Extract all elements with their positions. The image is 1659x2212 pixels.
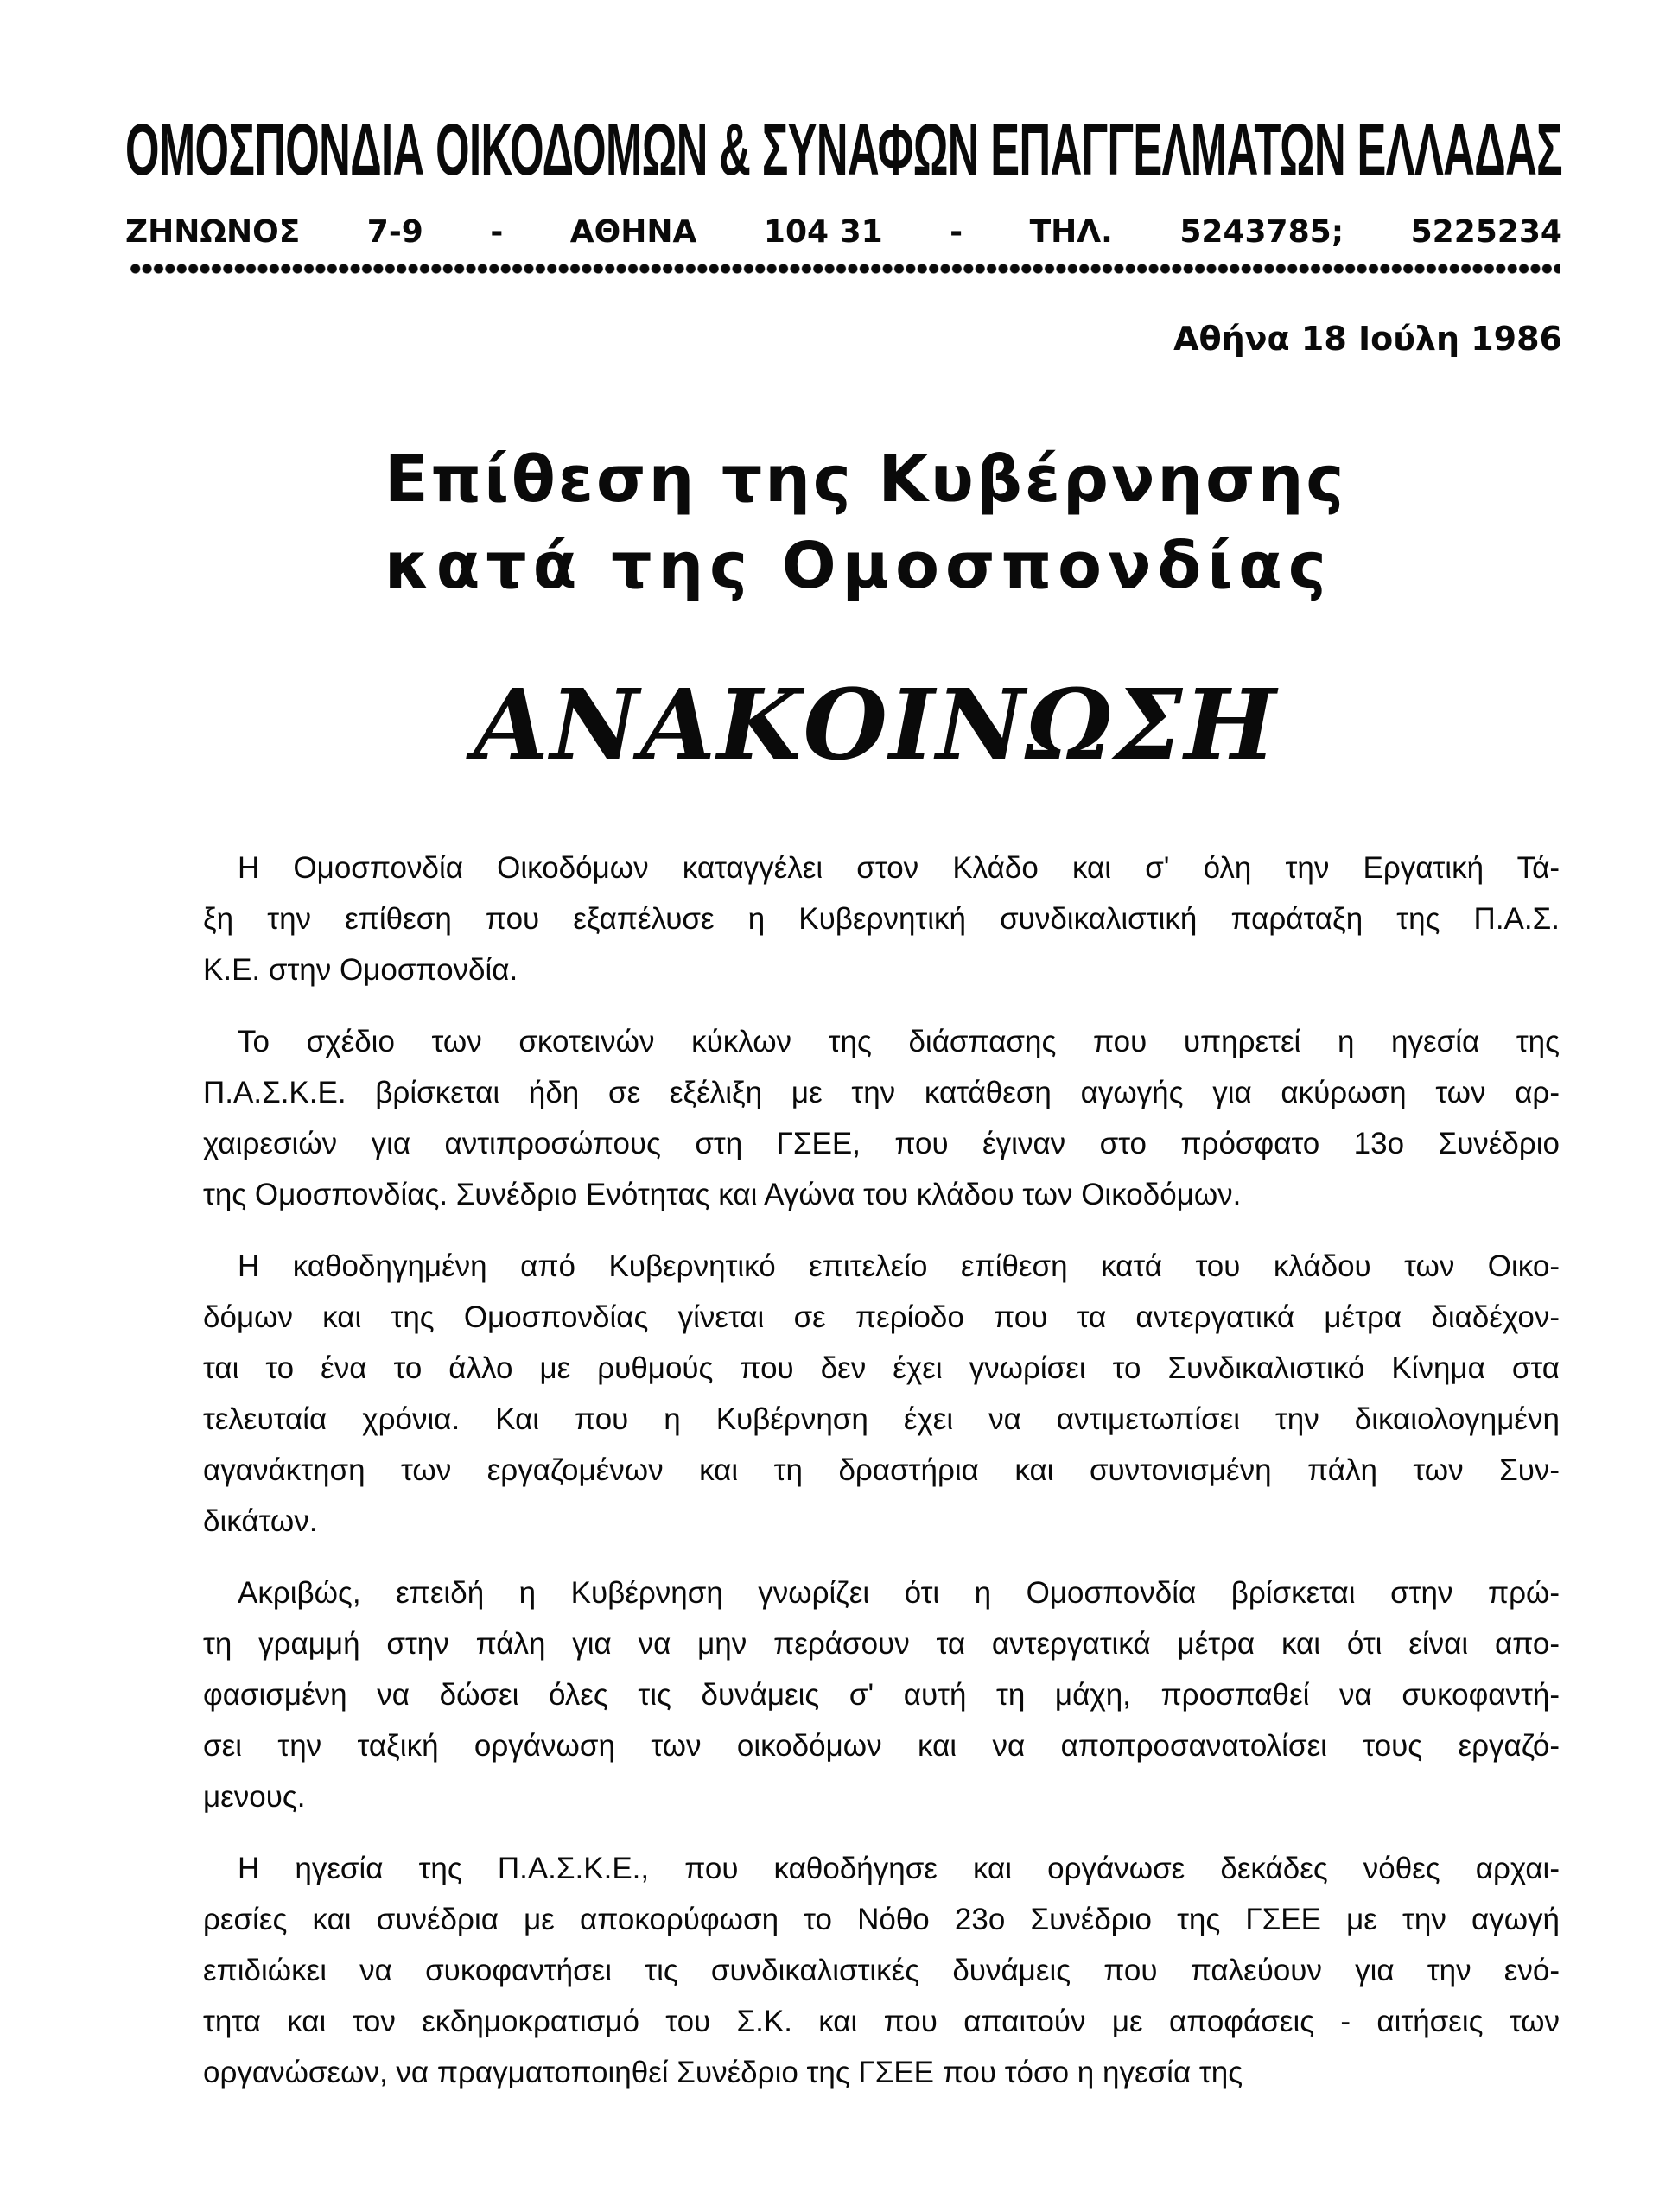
text-line: Ακριβώς, επειδή η Κυβέρνηση γνωρίζει ότι η Ομοσπονδία βρίσκεται στην πρώ- xyxy=(238,1576,1560,1610)
address-number: 7-9 xyxy=(366,214,423,250)
address-separator: - xyxy=(490,214,504,250)
text-line: τητα και τον εκδημοκρατισμό του Σ.Κ. και που απαιτούν με αποφάσεις - αιτήσεις των xyxy=(203,2005,1560,2038)
text-line: δικάτων. xyxy=(203,1504,318,1538)
headline-line-1: Επίθεση της Κυβέρνησης xyxy=(385,442,1347,517)
text-line: τελευταία χρόνια. Και που η Κυβέρνηση έχει να αντιμετωπίσει την δικαιολογημένη xyxy=(203,1402,1560,1436)
text-line: φασισμένη να δώσει όλες τις δυνάμεις σ' αυτή τη μάχη, προσπαθεί να συκοφαντή- xyxy=(203,1678,1560,1712)
dotted-divider xyxy=(130,261,1560,276)
text-line: ξη την επίθεση που εξαπέλυσε η Κυβερνητική συνδικαλιστική παράταξη της Π.Α.Σ. xyxy=(203,902,1560,936)
text-line: ται το ένα το άλλο με ρυθμούς που δεν έχει γνωρίσει το Συνδικαλιστικό Κίνημα στα xyxy=(203,1351,1560,1385)
text-line: δόμων και της Ομοσπονδίας γίνεται σε περίοδο που τα αντεργατικά μέτρα διαδέχον- xyxy=(203,1300,1560,1334)
text-line: Η ηγεσία της Π.Α.Σ.Κ.Ε., που καθοδήγησε και οργάνωσε δεκάδες νόθες αρχαι- xyxy=(238,1852,1560,1885)
paragraph xyxy=(203,1241,1560,1547)
organization-name: ΟΜΟΣΠΟΝΔΙΑ ΟΙΚΟΔΟΜΩΝ & ΣΥΝΑΦΩΝ ΕΠΑΓΓΕΛΜΑΤΩΝ ΕΛΛΑΔΑΣ xyxy=(125,109,1562,190)
document-body xyxy=(203,842,1560,2119)
text-line: χαιρεσιών για αντιπροσώπους στη ΓΣΕΕ, που έγιναν στο πρόσφατο 13ο Συνέδριο xyxy=(203,1127,1560,1160)
address-city: ΑΘΗΝΑ xyxy=(569,214,697,250)
address-line xyxy=(125,213,1562,251)
paragraph xyxy=(203,1567,1560,1822)
address-separator: - xyxy=(950,214,963,250)
text-line: οργανώσεων, να πραγματοποιηθεί Συνέδριο της ΓΣΕΕ που τόσο η ηγεσία της xyxy=(203,2056,1243,2089)
paragraph xyxy=(203,1016,1560,1220)
text-line: ρεσίες και συνέδρια με αποκορύφωση το Νόθο 23ο Συνέδριο της ΓΣΕΕ με την αγωγή xyxy=(203,1903,1560,1936)
phone-label: ΤΗΛ. xyxy=(1029,214,1113,250)
organization-title xyxy=(125,111,1562,188)
text-line: αγανάκτηση των εργαζομένων και τη δραστήρια και συντονισμένη πάλη των Συν- xyxy=(203,1453,1560,1487)
text-line: Π.Α.Σ.Κ.Ε. βρίσκεται ήδη σε εξέλιξη με την κατάθεση αγωγής για ακύρωση των αρ- xyxy=(203,1076,1560,1109)
phone-number-1: 5243785; xyxy=(1179,214,1344,250)
address-street: ΖΗΝΩΝΟΣ xyxy=(125,214,301,250)
document-date: Αθήνα 18 Ιούλη 1986 xyxy=(1173,320,1562,358)
text-line: της Ομοσπονδίας. Συνέδριο Ενότητας και Αγώνα του κλάδου των Οικοδόμων. xyxy=(203,1178,1242,1211)
phone-number-2: 5225234 xyxy=(1410,214,1562,250)
text-line: Η καθοδηγημένη από Κυβερνητικό επιτελείο επίθεση κατά του κλάδου των Οικο- xyxy=(238,1249,1560,1283)
headline-line-2: κατά της Ομοσπονδίας xyxy=(385,529,1332,603)
text-line: τη γραμμή στην πάλη για να μην περάσουν τα αντεργατικά μέτρα και ότι είναι απο- xyxy=(203,1627,1560,1661)
paragraph xyxy=(203,842,1560,995)
text-line: Το σχέδιο των σκοτεινών κύκλων της διάσπασης που υπηρετεί η ηγεσία της xyxy=(238,1025,1560,1058)
address-postcode: 104 31 xyxy=(763,214,883,250)
text-line: επιδιώκει να συκοφαντήσει τις συνδικαλιστικές δυνάμεις που παλεύουν για την ενό- xyxy=(203,1954,1560,1987)
text-line: Κ.Ε. στην Ομοσπονδία. xyxy=(203,953,518,987)
text-line: σει την ταξική οργάνωση των οικοδόμων και να αποπροσανατολίσει τους εργαζό- xyxy=(203,1729,1560,1763)
text-line: Η Ομοσπονδία Οικοδόμων καταγγέλει στον Κλάδο και σ' όλη την Εργατική Τά- xyxy=(238,851,1560,885)
text-line: μενους. xyxy=(203,1780,306,1814)
paragraph xyxy=(203,1843,1560,2098)
announcement-title: ΑΝΑΚΟΙΝΩΣΗ xyxy=(474,669,1278,782)
